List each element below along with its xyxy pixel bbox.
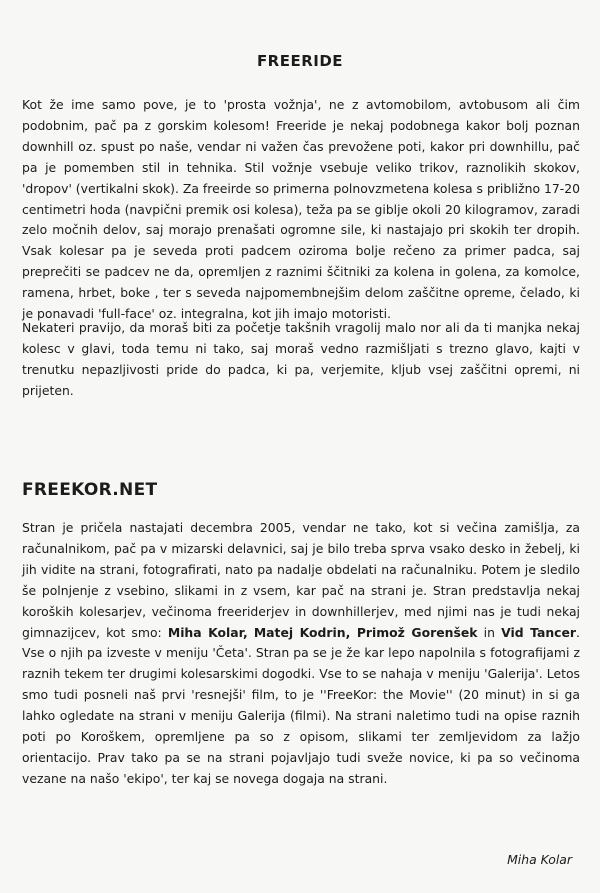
freeride-paragraph-2: Nekateri pravijo, da moraš biti za početje takšnih vragolij malo nor ali da ti manjka nekaj kolesc v glavi, toda temu ni tako, saj moraš vedno razmišljati s trezno glavo, kajti v trenutku nepazljivosti pride do padca, ki pa, verjemite, kljub vsej zaščitni opremi, ni prijeten. <box>22 320 580 398</box>
author-signature: Miha Kolar <box>507 852 572 867</box>
member-names-2: Matej Kodrin, Primož Gorenšek <box>253 624 478 640</box>
member-name-3: Vid Tancer <box>501 624 577 640</box>
freekor-title: FREEKOR.NET <box>22 480 158 500</box>
freekor-text-4: . Vse o njih pa izveste v meniju 'Četa'. Stran pa se je že kar lepo napolnila s fotografijami z raznih tekem ter drugimi kolesarskimi dogodki. Vse to se nahaja v meniju 'Galerija'. Letos smo tudi posneli naš prvi 'resnejši' film, to je ''FreeKor: the Movie'' (20 minut) in si ga lahko ogledate na strani v meniju Galerija (filmi). Na strani naletimo tudi na opise raznih poti po Koroškem, opremljene pa so z opisom, slikami ter zemljevidom za lažjo orientacijo. Prav tako pa se na strani pojavljajo tudi sveže novice, ki pa so večinoma vezane na našo 'ekipo', ter kaj se novega dogaja na strani. <box>22 624 580 786</box>
freekor-paragraph <box>22 518 580 790</box>
freeride-paragraph-1: Kot že ime samo pove, je to 'prosta vožnja', ne z avtomobilom, avtobusom ali čim podobnim, pač pa z gorskim kolesom! Freeride je nekaj podobnega kakor bolj poznan downhill oz. spust po naše, vendar ni važen čas prevožene poti, kakor pri downhillu, pač pa je pomemben stil in tehnika. Stil vožnje vsebuje veliko trikov, raznolikih skokov, 'dropov' (vertikalni skok). Za freeirde so primerna polnovzmetena kolesa s približno 17-20 centimetri hoda (navpični premik osi kolesa), teža pa se giblje okoli 20 kilogramov, zaradi zelo močnih delov, saj morajo prenašati ogromne sile, ki nastajajo pri skokih ter dropih. Vsak kolesar pa je seveda proti padcem oziroma bolje rečeno za primer padca, saj preprečiti se padcev ne da, opremljen z raznimi ščitniki za kolena in golena, za komolce, ramena, hrbet, boke , ter s seveda najpomembnejšim delom zaščitne opreme, čelado, ki je ponavadi 'full-face' oz. integralna, kot jih imajo motoristi. <box>22 97 580 322</box>
freeride-title: FREERIDE <box>256 52 344 70</box>
member-name-1: Miha Kolar, <box>167 624 248 640</box>
freekor-text-1: Stran je pričela nastajati decembra 2005, vendar ne tako, kot si večina zamišlja, za računalnikom, pač pa v mizarski delavnici, saj je bilo treba sprva vsako desko in žebelj, ki jih vidite na strani, fotografirati, nato pa nadalje obdelati na računalniku. Potem je sledilo še polnjenje z vsebino, slikami in z vsem, kar pač na strani je. Stran predstavlja nekaj koroških kolesarjev, večinoma freeriderjev in downhillerjev, med njimi nas je tudi nekaj gimnazijcev, kot smo: <box>22 520 580 640</box>
freekor-text-3: in <box>477 624 502 640</box>
